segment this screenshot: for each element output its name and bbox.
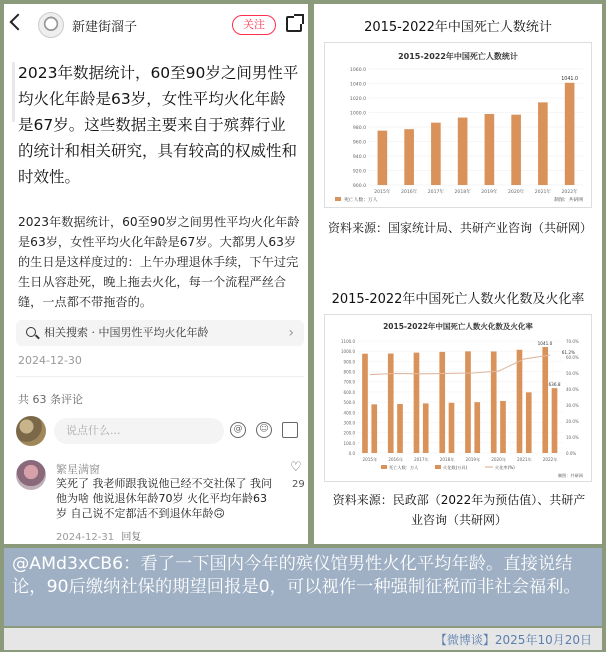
chart2-ytick-right: 40.0% [566, 387, 579, 392]
chart1-xtick-label: 2019年 [481, 190, 498, 195]
chart2-legend-label: 火化率(%) [495, 465, 515, 470]
chart2-bar-cremations [423, 403, 429, 453]
chart2-xtick-label: 2022年 [542, 457, 558, 462]
chart1-ytick-label: 960.0 [352, 140, 366, 146]
quote-text: 2023年数据统计，60至90岁之间男性平均火化年龄是63岁，女性平均火化年龄是67岁。这些数据主要来自于殡葬行业的统计和相关研究，具有较高的权威性和时效性。 [18, 64, 299, 186]
chart2-xtick-label: 2017年 [413, 457, 429, 462]
comment-date: 2024-12-31 [56, 532, 115, 543]
chart2-ytick-left: 800.0 [343, 369, 355, 375]
chart2-bar-deaths [465, 351, 471, 453]
chart1-bar [485, 114, 495, 185]
chart2-ytick-right: 30.0% [566, 403, 579, 408]
chart1-bar [565, 83, 575, 185]
banner-text: @AMd3xCB6：看了一下国内今年的殡仪馆男性火化平均年龄。直接说结论，90后缴纳社保的期望回报是0，可以视作一种强制征税而非社会福利。 [12, 554, 581, 597]
chart1-legend-swatch [335, 197, 341, 201]
chart2-legend-label: 火化数(万具) [443, 465, 468, 470]
related-search-link[interactable] [16, 320, 304, 346]
chart1-ytick-label: 1020.0 [349, 97, 366, 102]
chart2-legend-label: 死亡人数：万人 [389, 465, 419, 470]
footer-bar [4, 628, 602, 650]
chart2-box [324, 314, 592, 482]
comment-count: 共 63 条评论 [18, 393, 83, 406]
chart2-bar-cremations [449, 403, 455, 453]
chart2-bar-deaths [388, 354, 394, 453]
chart2-inner-title: 2015-2022年中国死亡人数火化数及火化率 [383, 322, 533, 331]
reply-button[interactable]: 回复 [121, 532, 142, 543]
chart2-bar-deaths [362, 354, 368, 453]
chart2-xtick-label: 2021年 [516, 457, 532, 462]
chart2-bar-deaths [491, 351, 497, 453]
chart1-xtick-label: 2022年 [561, 190, 578, 195]
chart1-ytick-label: 980.0 [352, 126, 366, 131]
chart2-data-label: 1041.0 [537, 341, 553, 347]
chart2-ytick-right: 20.0% [566, 419, 579, 424]
chart1-xtick-label: 2021年 [534, 190, 552, 195]
chart2-bar-deaths [414, 353, 420, 453]
chart2-footnote: 制图：共研网 [557, 473, 583, 478]
weibo-banner [4, 548, 602, 626]
chart2-legend-swatch [435, 465, 441, 469]
mention-icon[interactable]: @ [230, 422, 246, 438]
chart2-ytick-left: 700.0 [343, 379, 355, 385]
chart2-ytick-left: 1100.0 [341, 339, 355, 344]
chart1-xtick-label: 2015年 [374, 190, 391, 195]
chart1-bar [538, 102, 548, 185]
chart1-legend-label: 死亡人数：万人 [344, 198, 378, 203]
chart1-ytick-label: 1040.0 [349, 82, 366, 88]
related-search-label: 相关搜索 · 中国男性平均火化年龄 [44, 326, 209, 339]
chart2-ytick-left: 300.0 [343, 420, 355, 426]
chart2-source: 资料来源：民政部（2022年为预估值）、共研产业咨询（共研网） [332, 493, 586, 527]
chart1-bar [431, 123, 441, 185]
chart1-bar [378, 131, 388, 185]
chart1-heading: 2015-2022年中国死亡人数统计 [364, 20, 552, 35]
divider [16, 376, 304, 377]
post-body: 2023年数据统计，60至90岁之间男性平均火化年龄是63岁，女性平均火化年龄是67岁。大都男人63岁的生日是这样度过的：上午办理退休手续，下午过完生日从容赴死，晚上拖去火化，每一个流程严丝合缝，一点都不带拖沓的。 [18, 215, 300, 309]
chart2-xtick-label: 2020年 [491, 457, 507, 462]
chart2-ytick-right: 70.0% [566, 339, 579, 344]
chart1-bar [404, 129, 414, 185]
my-avatar [16, 416, 46, 446]
chart2-legend-swatch [381, 465, 387, 469]
emoji-icon[interactable]: ☺ [256, 422, 272, 438]
chart2-xtick-label: 2018年 [439, 457, 455, 462]
chart2-xtick-label: 2015年 [362, 457, 378, 462]
chart1-xtick-label: 2018年 [454, 190, 471, 195]
quote-bar [12, 62, 15, 122]
chart1-inner-title: 2015-2022年中国死亡人数统计 [398, 52, 518, 61]
chart1-bar [511, 115, 521, 185]
chart1-box [324, 42, 592, 208]
search-icon [26, 327, 36, 337]
share-icon[interactable] [286, 16, 302, 32]
chart2-svg [325, 315, 591, 481]
chart2-ytick-left: 900.0 [343, 359, 355, 365]
chart2-bar-cremations [474, 402, 480, 453]
chevron-right-icon: › [288, 325, 294, 341]
back-icon[interactable] [10, 14, 27, 31]
chart2-bar-deaths [517, 350, 523, 453]
commenter-avatar[interactable] [16, 460, 46, 490]
like-heart-icon[interactable]: ♡ [290, 460, 302, 475]
footer-text: 【微博谈】2025年10月20日 [434, 633, 592, 647]
chart2-bar-cremations [371, 404, 377, 453]
chart2-bar-deaths [542, 347, 548, 453]
chart2-ytick-right: 60.0% [566, 355, 579, 360]
comment-meta [56, 528, 141, 543]
commenter-name[interactable]: 繁星满窗 [56, 463, 100, 476]
chart1-ytick-label: 920.0 [352, 169, 366, 175]
chart2-ytick-left: 400.0 [343, 410, 355, 416]
chart2-bar-cremations [552, 388, 558, 453]
like-count: 29 [292, 479, 305, 490]
post-header [4, 4, 308, 44]
chart2-bar-deaths [439, 352, 445, 453]
chart2-ytick-left: 100.0 [343, 440, 355, 446]
chart2-data-label: 61.2% [561, 350, 576, 356]
chart2-ytick-left: 1000.0 [341, 349, 355, 355]
chart1-ytick-label: 940.0 [352, 155, 366, 160]
chart2-xtick-label: 2019年 [465, 457, 481, 462]
charts-panel [314, 4, 602, 544]
chart1-source: 资料来源：国家统计局、共研产业咨询（共研网） [328, 221, 593, 235]
image-icon[interactable] [282, 422, 298, 438]
chart1-xtick-label: 2020年 [507, 190, 525, 195]
chart2-data-label: 636.8 [548, 382, 561, 388]
chart2-xtick-label: 2016年 [388, 457, 404, 462]
chart1-ytick-label: 1000.0 [349, 111, 366, 117]
chart2-heading: 2015-2022年中国死亡人数火化数及火化率 [331, 292, 585, 307]
chart1-xtick-label: 2017年 [427, 190, 445, 195]
follow-button[interactable]: 关注 [232, 15, 276, 35]
chart1-xtick-label: 2016年 [400, 190, 418, 195]
chart2-ytick-right: 10.0% [566, 435, 579, 440]
chart2-bar-cremations [500, 401, 506, 453]
chart1-ytick-label: 900.0 [352, 184, 366, 189]
chart2-ytick-right: 0.0% [566, 451, 577, 456]
post-image-quote [18, 60, 300, 190]
author-name[interactable]: 新建街溜子 [72, 20, 138, 35]
chart1-svg [325, 43, 591, 207]
chart2-ytick-left: 500.0 [343, 400, 355, 406]
chart2-ytick-left: 600.0 [343, 389, 355, 395]
post-date: 2024-12-30 [18, 354, 82, 367]
chart1-ytick-label: 1060.0 [349, 68, 366, 73]
chart2-bar-cremations [397, 404, 403, 453]
chart2-ytick-left: 200.0 [343, 430, 355, 436]
chart2-bar-cremations [526, 392, 532, 453]
author-avatar[interactable] [38, 12, 64, 38]
chart1-data-label: 1041.0 [561, 76, 579, 82]
chart2-ytick-right: 50.0% [566, 371, 579, 376]
chart1-bar [458, 118, 468, 185]
chart1-footnote: 制图：共研网 [554, 198, 583, 203]
comment-input[interactable]: 说点什么... [54, 418, 224, 444]
comment-text: 笑死了 我老师跟我说他已经不交社保了 我问他为啥 他说退休年龄70岁 火化平均年龄63岁 自己说不定都活不到退休年龄🙃 [56, 477, 272, 520]
chart2-ytick-left: 0.0 [348, 451, 355, 456]
xiaohongshu-post-panel [4, 4, 308, 544]
